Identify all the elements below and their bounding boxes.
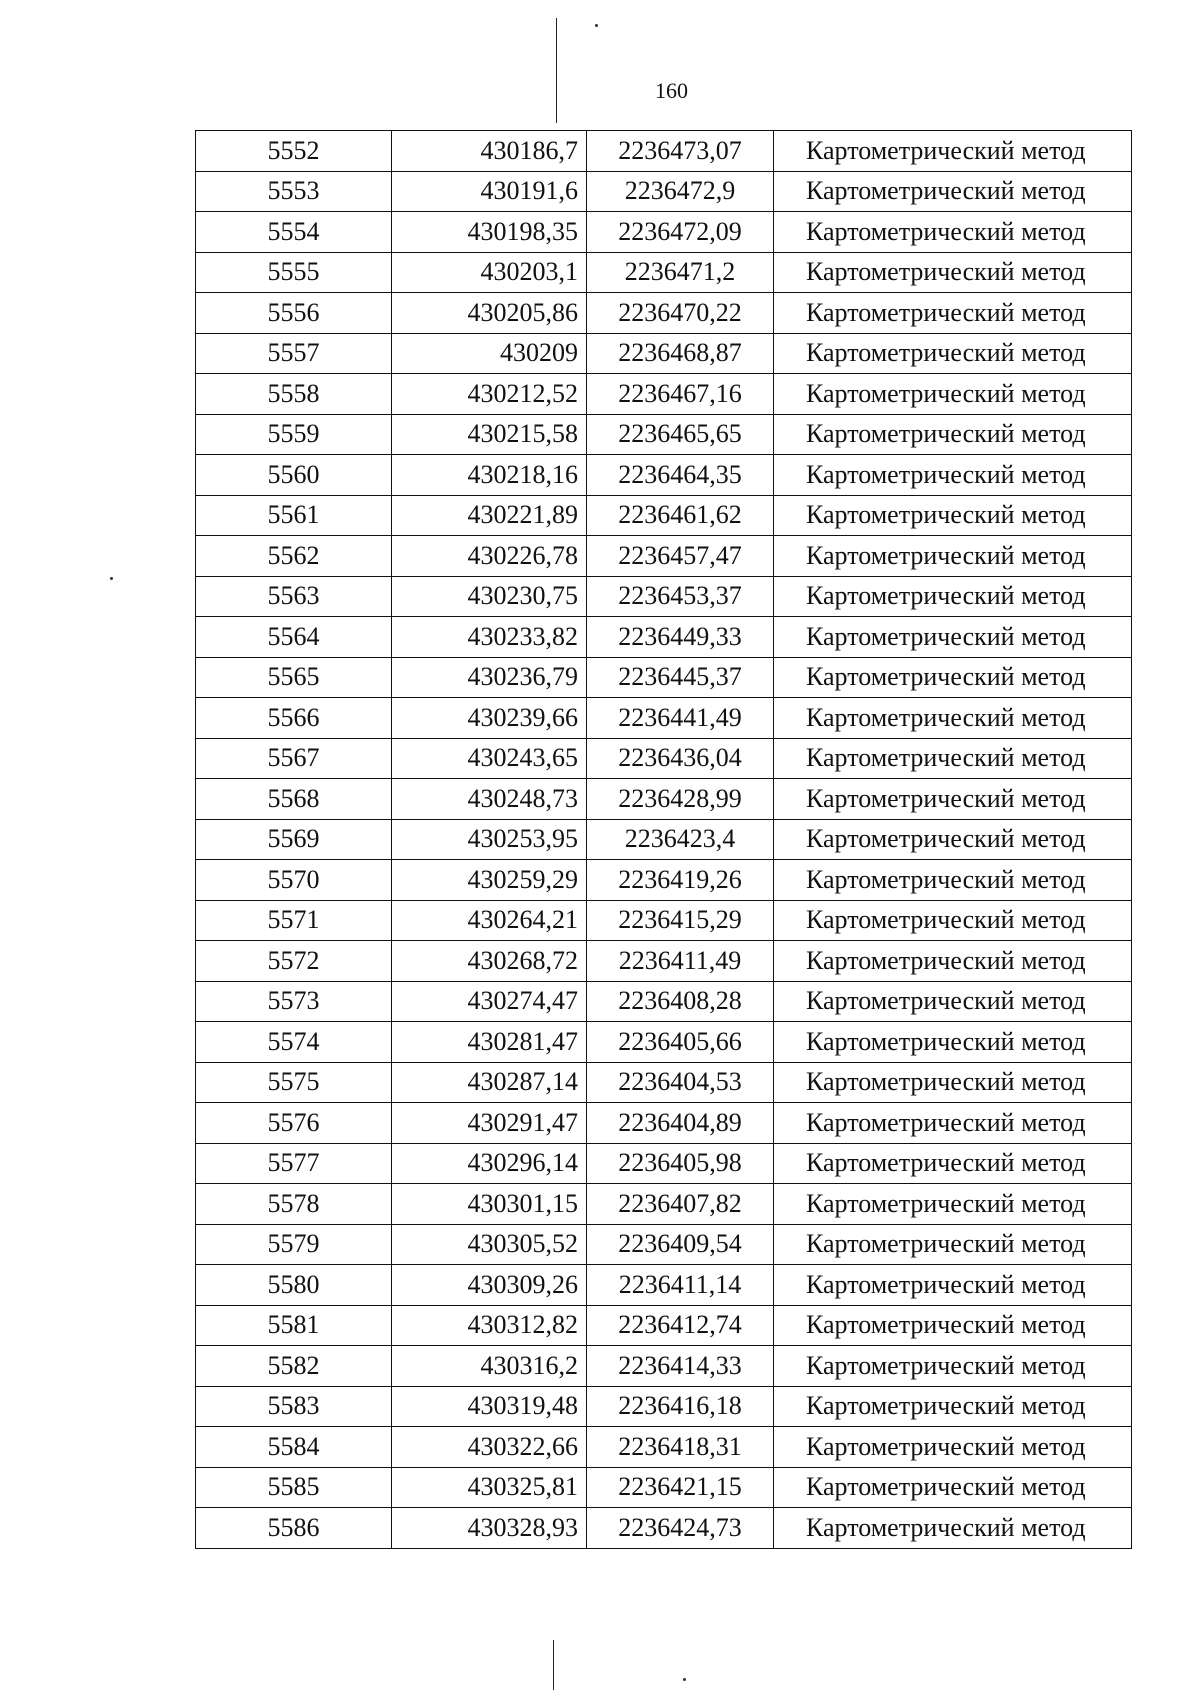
table-row xyxy=(196,1184,1132,1225)
scan-line-bottom xyxy=(553,1640,554,1690)
point-number-cell: 5564 xyxy=(196,617,392,658)
method-cell: Картометрический метод xyxy=(774,1467,1132,1508)
table-row xyxy=(196,212,1132,253)
x-coordinate-cell: 430233,82 xyxy=(392,617,587,658)
table-row xyxy=(196,1305,1132,1346)
table-row xyxy=(196,495,1132,536)
point-number-cell: 5562 xyxy=(196,536,392,577)
y-coordinate-cell: 2236457,47 xyxy=(587,536,774,577)
x-coordinate-cell: 430325,81 xyxy=(392,1467,587,1508)
point-number-cell: 5578 xyxy=(196,1184,392,1225)
y-coordinate-cell: 2236436,04 xyxy=(587,738,774,779)
point-number-cell: 5552 xyxy=(196,131,392,172)
method-cell: Картометрический метод xyxy=(774,293,1132,334)
point-number-cell: 5558 xyxy=(196,374,392,415)
scan-speck xyxy=(595,24,598,27)
y-coordinate-cell: 2236419,26 xyxy=(587,860,774,901)
x-coordinate-cell: 430215,58 xyxy=(392,414,587,455)
y-coordinate-cell: 2236411,14 xyxy=(587,1265,774,1306)
method-cell: Картометрический метод xyxy=(774,1143,1132,1184)
table-row xyxy=(196,333,1132,374)
table-row xyxy=(196,1467,1132,1508)
y-coordinate-cell: 2236408,28 xyxy=(587,981,774,1022)
table-row xyxy=(196,1022,1132,1063)
x-coordinate-cell: 430248,73 xyxy=(392,779,587,820)
table-row xyxy=(196,414,1132,455)
point-number-cell: 5586 xyxy=(196,1508,392,1549)
table-row xyxy=(196,1265,1132,1306)
method-cell: Картометрический метод xyxy=(774,819,1132,860)
x-coordinate-cell: 430274,47 xyxy=(392,981,587,1022)
method-cell: Картометрический метод xyxy=(774,900,1132,941)
table-row xyxy=(196,1427,1132,1468)
x-coordinate-cell: 430281,47 xyxy=(392,1022,587,1063)
x-coordinate-cell: 430328,93 xyxy=(392,1508,587,1549)
y-coordinate-cell: 2236424,73 xyxy=(587,1508,774,1549)
y-coordinate-cell: 2236421,15 xyxy=(587,1467,774,1508)
point-number-cell: 5565 xyxy=(196,657,392,698)
table-row xyxy=(196,171,1132,212)
y-coordinate-cell: 2236414,33 xyxy=(587,1346,774,1387)
x-coordinate-cell: 430221,89 xyxy=(392,495,587,536)
table-row xyxy=(196,374,1132,415)
table-row xyxy=(196,981,1132,1022)
method-cell: Картометрический метод xyxy=(774,252,1132,293)
y-coordinate-cell: 2236473,07 xyxy=(587,131,774,172)
x-coordinate-cell: 430291,47 xyxy=(392,1103,587,1144)
table-row xyxy=(196,819,1132,860)
y-coordinate-cell: 2236404,53 xyxy=(587,1062,774,1103)
method-cell: Картометрический метод xyxy=(774,1184,1132,1225)
method-cell: Картометрический метод xyxy=(774,1508,1132,1549)
point-number-cell: 5572 xyxy=(196,941,392,982)
y-coordinate-cell: 2236412,74 xyxy=(587,1305,774,1346)
point-number-cell: 5573 xyxy=(196,981,392,1022)
y-coordinate-cell: 2236453,37 xyxy=(587,576,774,617)
y-coordinate-cell: 2236449,33 xyxy=(587,617,774,658)
point-number-cell: 5579 xyxy=(196,1224,392,1265)
x-coordinate-cell: 430296,14 xyxy=(392,1143,587,1184)
y-coordinate-cell: 2236470,22 xyxy=(587,293,774,334)
y-coordinate-cell: 2236418,31 xyxy=(587,1427,774,1468)
table-row xyxy=(196,293,1132,334)
x-coordinate-cell: 430322,66 xyxy=(392,1427,587,1468)
point-number-cell: 5560 xyxy=(196,455,392,496)
method-cell: Картометрический метод xyxy=(774,1062,1132,1103)
table-row xyxy=(196,1143,1132,1184)
table-row xyxy=(196,738,1132,779)
point-number-cell: 5568 xyxy=(196,779,392,820)
table-row xyxy=(196,617,1132,658)
x-coordinate-cell: 430264,21 xyxy=(392,900,587,941)
method-cell: Картометрический метод xyxy=(774,860,1132,901)
point-number-cell: 5555 xyxy=(196,252,392,293)
y-coordinate-cell: 2236404,89 xyxy=(587,1103,774,1144)
method-cell: Картометрический метод xyxy=(774,981,1132,1022)
table-row xyxy=(196,1062,1132,1103)
x-coordinate-cell: 430309,26 xyxy=(392,1265,587,1306)
point-number-cell: 5582 xyxy=(196,1346,392,1387)
scan-speck xyxy=(110,577,113,580)
x-coordinate-cell: 430198,35 xyxy=(392,212,587,253)
y-coordinate-cell: 2236445,37 xyxy=(587,657,774,698)
table-row xyxy=(196,860,1132,901)
point-number-cell: 5577 xyxy=(196,1143,392,1184)
method-cell: Картометрический метод xyxy=(774,738,1132,779)
x-coordinate-cell: 430259,29 xyxy=(392,860,587,901)
table-row xyxy=(196,1103,1132,1144)
method-cell: Картометрический метод xyxy=(774,1022,1132,1063)
y-coordinate-cell: 2236472,9 xyxy=(587,171,774,212)
table-row xyxy=(196,1508,1132,1549)
method-cell: Картометрический метод xyxy=(774,212,1132,253)
table-row xyxy=(196,1386,1132,1427)
y-coordinate-cell: 2236416,18 xyxy=(587,1386,774,1427)
table-row xyxy=(196,900,1132,941)
x-coordinate-cell: 430212,52 xyxy=(392,374,587,415)
point-number-cell: 5585 xyxy=(196,1467,392,1508)
x-coordinate-cell: 430205,86 xyxy=(392,293,587,334)
x-coordinate-cell: 430236,79 xyxy=(392,657,587,698)
table-row xyxy=(196,1224,1132,1265)
point-number-cell: 5557 xyxy=(196,333,392,374)
page-number: 160 xyxy=(655,78,688,103)
x-coordinate-cell: 430218,16 xyxy=(392,455,587,496)
method-cell: Картометрический метод xyxy=(774,131,1132,172)
x-coordinate-cell: 430319,48 xyxy=(392,1386,587,1427)
y-coordinate-cell: 2236471,2 xyxy=(587,252,774,293)
x-coordinate-cell: 430209 xyxy=(392,333,587,374)
method-cell: Картометрический метод xyxy=(774,941,1132,982)
y-coordinate-cell: 2236407,82 xyxy=(587,1184,774,1225)
table-row xyxy=(196,455,1132,496)
method-cell: Картометрический метод xyxy=(774,576,1132,617)
point-number-cell: 5584 xyxy=(196,1427,392,1468)
x-coordinate-cell: 430253,95 xyxy=(392,819,587,860)
x-coordinate-cell: 430287,14 xyxy=(392,1062,587,1103)
table-row xyxy=(196,779,1132,820)
x-coordinate-cell: 430268,72 xyxy=(392,941,587,982)
method-cell: Картометрический метод xyxy=(774,171,1132,212)
table-row xyxy=(196,941,1132,982)
point-number-cell: 5566 xyxy=(196,698,392,739)
table-row xyxy=(196,576,1132,617)
point-number-cell: 5563 xyxy=(196,576,392,617)
method-cell: Картометрический метод xyxy=(774,495,1132,536)
y-coordinate-cell: 2236467,16 xyxy=(587,374,774,415)
x-coordinate-cell: 430243,65 xyxy=(392,738,587,779)
x-coordinate-cell: 430191,6 xyxy=(392,171,587,212)
point-number-cell: 5556 xyxy=(196,293,392,334)
point-number-cell: 5553 xyxy=(196,171,392,212)
y-coordinate-cell: 2236405,66 xyxy=(587,1022,774,1063)
y-coordinate-cell: 2236465,65 xyxy=(587,414,774,455)
point-number-cell: 5571 xyxy=(196,900,392,941)
point-number-cell: 5580 xyxy=(196,1265,392,1306)
point-number-cell: 5574 xyxy=(196,1022,392,1063)
method-cell: Картометрический метод xyxy=(774,1265,1132,1306)
point-number-cell: 5581 xyxy=(196,1305,392,1346)
y-coordinate-cell: 2236428,99 xyxy=(587,779,774,820)
y-coordinate-cell: 2236464,35 xyxy=(587,455,774,496)
point-number-cell: 5561 xyxy=(196,495,392,536)
method-cell: Картометрический метод xyxy=(774,414,1132,455)
method-cell: Картометрический метод xyxy=(774,1346,1132,1387)
method-cell: Картометрический метод xyxy=(774,455,1132,496)
point-number-cell: 5559 xyxy=(196,414,392,455)
method-cell: Картометрический метод xyxy=(774,617,1132,658)
method-cell: Картометрический метод xyxy=(774,1386,1132,1427)
x-coordinate-cell: 430312,82 xyxy=(392,1305,587,1346)
point-number-cell: 5570 xyxy=(196,860,392,901)
x-coordinate-cell: 430301,15 xyxy=(392,1184,587,1225)
point-number-cell: 5554 xyxy=(196,212,392,253)
y-coordinate-cell: 2236441,49 xyxy=(587,698,774,739)
table-row xyxy=(196,1346,1132,1387)
method-cell: Картометрический метод xyxy=(774,1224,1132,1265)
point-number-cell: 5576 xyxy=(196,1103,392,1144)
table-row xyxy=(196,536,1132,577)
y-coordinate-cell: 2236415,29 xyxy=(587,900,774,941)
coordinates-table xyxy=(195,130,1132,1549)
x-coordinate-cell: 430230,75 xyxy=(392,576,587,617)
x-coordinate-cell: 430316,2 xyxy=(392,1346,587,1387)
x-coordinate-cell: 430226,78 xyxy=(392,536,587,577)
x-coordinate-cell: 430186,7 xyxy=(392,131,587,172)
scan-speck xyxy=(683,1678,686,1681)
y-coordinate-cell: 2236472,09 xyxy=(587,212,774,253)
y-coordinate-cell: 2236468,87 xyxy=(587,333,774,374)
table-body xyxy=(196,131,1132,1549)
y-coordinate-cell: 2236409,54 xyxy=(587,1224,774,1265)
table-row xyxy=(196,698,1132,739)
y-coordinate-cell: 2236411,49 xyxy=(587,941,774,982)
method-cell: Картометрический метод xyxy=(774,779,1132,820)
scan-line-top xyxy=(556,18,557,123)
method-cell: Картометрический метод xyxy=(774,333,1132,374)
x-coordinate-cell: 430203,1 xyxy=(392,252,587,293)
method-cell: Картометрический метод xyxy=(774,536,1132,577)
table-row xyxy=(196,252,1132,293)
method-cell: Картометрический метод xyxy=(774,698,1132,739)
x-coordinate-cell: 430239,66 xyxy=(392,698,587,739)
y-coordinate-cell: 2236423,4 xyxy=(587,819,774,860)
table-row xyxy=(196,657,1132,698)
method-cell: Картометрический метод xyxy=(774,1427,1132,1468)
point-number-cell: 5575 xyxy=(196,1062,392,1103)
y-coordinate-cell: 2236405,98 xyxy=(587,1143,774,1184)
point-number-cell: 5567 xyxy=(196,738,392,779)
method-cell: Картометрический метод xyxy=(774,1103,1132,1144)
table-row xyxy=(196,131,1132,172)
method-cell: Картометрический метод xyxy=(774,374,1132,415)
method-cell: Картометрический метод xyxy=(774,657,1132,698)
method-cell: Картометрический метод xyxy=(774,1305,1132,1346)
y-coordinate-cell: 2236461,62 xyxy=(587,495,774,536)
point-number-cell: 5583 xyxy=(196,1386,392,1427)
x-coordinate-cell: 430305,52 xyxy=(392,1224,587,1265)
point-number-cell: 5569 xyxy=(196,819,392,860)
